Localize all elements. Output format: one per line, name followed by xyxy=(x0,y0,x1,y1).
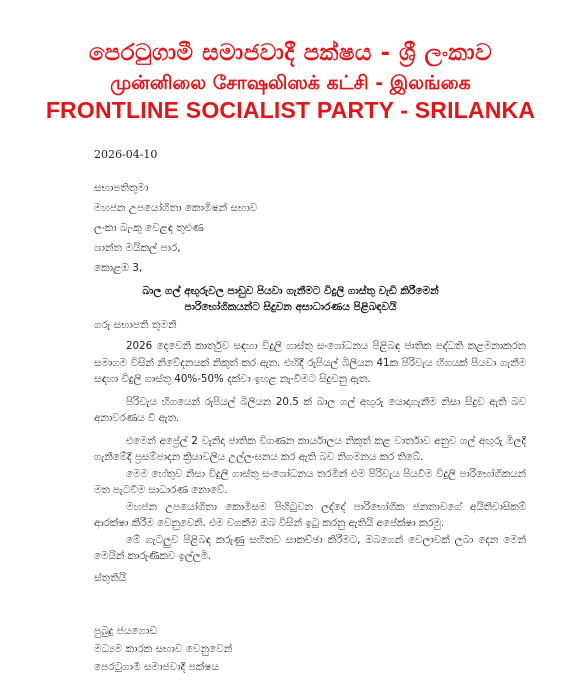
letterhead-sinhala: පෙරටුගාමී සමාජවාදී පක්ෂය - ශ්‍රී ලංකාව xyxy=(88,40,493,66)
signatory-name: පුබුදු ජයගොඩ xyxy=(94,625,158,637)
subject-line: පාරිභෝගිකයන්ට සිදුවන අසාධාරණය පිළිබඳවයි xyxy=(184,301,397,313)
body-paragraph: මෙම හේතුව නිසා විදුලි ගාස්තු සංශෝධනය තරමින් එම පිරිවැය පියවීම විදුලි පාරිභෝගිකයන් මත පැටවීම සාධාරණ නොවේ. xyxy=(94,467,526,496)
letterhead-english: FRONTLINE SOCIALIST PARTY - SRILANKA xyxy=(45,97,536,123)
salutation: ගරු සභාපති තුමනි xyxy=(94,319,177,331)
closing: ස්තුතියි xyxy=(94,572,127,584)
address-line: ශාන්ත මයිකල් පාර, xyxy=(94,242,181,254)
signatory-organization: පෙරටුගාමී සමාජවාදී පක්ෂය xyxy=(94,661,219,673)
letter-body xyxy=(94,338,526,565)
recipient-address xyxy=(94,178,257,278)
address-line: සභාපතිතුමා xyxy=(94,182,149,194)
letterhead-tamil: முன்னிலை சோஷலிஸக் கட்சி - இலங்கை xyxy=(110,72,471,94)
address-line: මහජන උපයෝගිතා කොමිෂන් සභාව xyxy=(94,202,258,214)
body-paragraph: මහජන උපයෝගිතා කොමිසම පිහිටුවන ලද්දේ පාරිභෝගික ජනතාවගේ අයිතිවාසිකම් ආරක්ෂා කිරීම වෙනුවෙනි. එම වගකීම ඔබ විසින් ඉටු කරනු ඇතියි අපේක්ෂා කරමු. xyxy=(94,500,526,529)
signatory-role: මධ්‍යම කාරක සභාව වෙනුවෙන් xyxy=(94,643,233,655)
signature-block xyxy=(94,622,232,676)
subject-line: බාල ගල් අඟුරුවල පාඩුව පියවා ගැනීමට විදුලි ගාස්තු වැඩි කිරීමෙන් xyxy=(142,285,439,297)
body-paragraph: එමෙන් අප්‍රේල් 2 වැනිදා ජාතික විගණන කාර්යාලය නිකුත් කළ වාර්තාව අනුව ගල් අඟුරු මිලදී ගැනීමේදී ප්‍රසම්පාදන ක්‍රියාවලිය උල්ලංඝනය කර ඇති බව නිගමනය කර තිබේ. xyxy=(94,434,526,463)
address-line: කොළඹ 3, xyxy=(94,262,143,274)
body-paragraph: මේ ගැටලුව පිළිබඳ කරුණු සහිතව සාකච්ඡා කිරීමට, ඔබගෙන් වෙලාවක් ලබා දෙන මෙන් මෙයින් කාරුණිකව ඉල්ලමි. xyxy=(94,533,526,562)
body-paragraph: 2026 දෙවෙනි කාර්තුව සඳහා විදුලි ගාස්තු සංශෝධනය පිළිබඳ ජාතික පද්ධති කළමනාකරන සමාගම විසින් නිවේදනයක් නිකුත් කර ඇත. එහිදී රුපියල් බිලියන 41ක පිරිවැය හිගයක් පියවා ගැනීම සඳහා විදුලි ගාස්තු 40%-50% දක්වා ඉහළ නැංවීමට සිදුවනු ඇත. xyxy=(94,340,526,385)
letter-subject xyxy=(60,283,521,315)
letter-date: 2026-04-10 xyxy=(94,148,158,161)
address-line: ලංකා බැංකු වෙළඳ තුළුණ xyxy=(94,222,204,234)
body-paragraph: පිරිවැය හිගයෙන් රුපියල් බිලියන 20.5 ක් බාල ගල් අඟුරු යොදාගැනීම නිසා සිදුව ඇති බව අනාවරණය වී ඇත. xyxy=(94,395,526,424)
